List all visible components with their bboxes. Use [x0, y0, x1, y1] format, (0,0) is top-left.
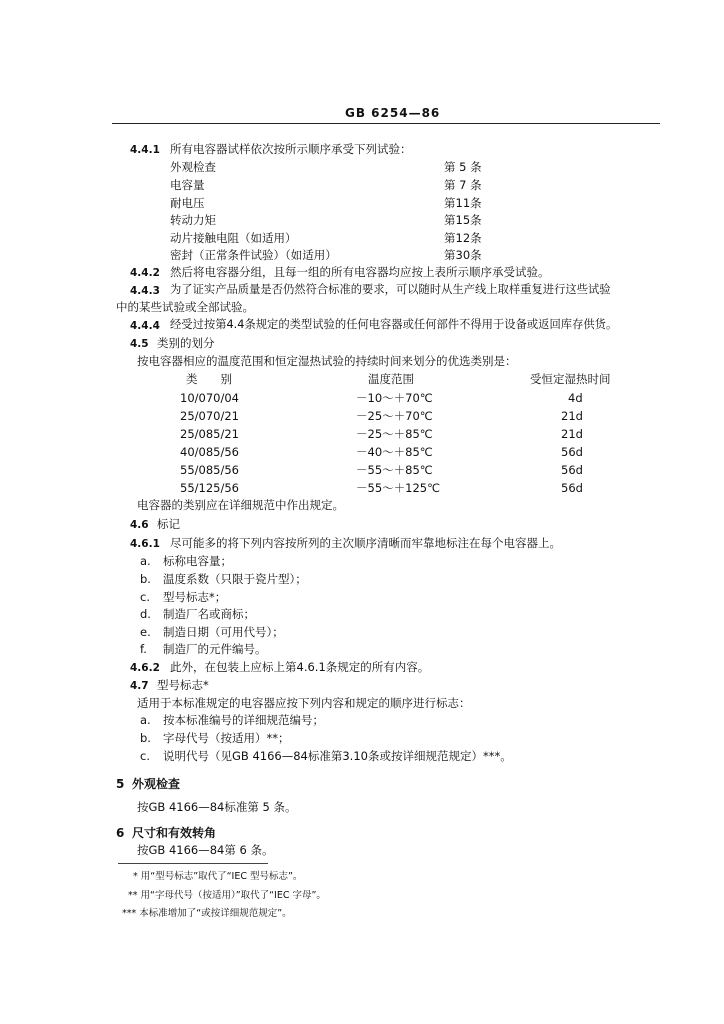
chapter-title: 尺寸和有效转角: [132, 826, 217, 840]
table-cell-duration: 56d: [561, 445, 583, 459]
clause-number: 4.4.1: [130, 144, 160, 156]
section-title: 标记: [157, 517, 180, 531]
section-number: 4.5: [130, 338, 149, 350]
clause-number: 4.4.4: [130, 320, 160, 332]
document-code: GB 6254—86: [345, 106, 441, 120]
section-title: 类别的划分: [157, 336, 215, 350]
table-cell-category: 25/085/21: [180, 427, 239, 441]
list-item: 按本标准编号的详细规范编号；: [163, 713, 324, 727]
table-cell-duration: 56d: [561, 481, 583, 495]
test-item-ref: 第11条: [444, 196, 482, 210]
test-item-name: 转动力矩: [170, 213, 216, 227]
table-cell-category: 25/070/21: [180, 409, 239, 423]
clause-text: 此外，在包装上应标上第4.6.1条规定的所有内容。: [170, 660, 430, 674]
clause-text: 为了证实产品质量是否仍然符合标准的要求，可以随时从生产线上取样重复进行这些试验: [170, 283, 611, 296]
test-item-name: 动片接触电阻（如适用）: [170, 231, 297, 245]
list-letter: c.: [140, 749, 150, 763]
list-letter: a.: [140, 713, 151, 727]
list-letter: d.: [140, 607, 151, 621]
clause-text: 经受过按第4.4条规定的类型试验的任何电容器或任何部件不得用于设备或返回库存供货。: [170, 318, 618, 331]
test-item-name: 电容量: [170, 178, 205, 192]
table-cell-temperature: －40～＋85℃: [356, 445, 433, 459]
chapter-number: 6: [116, 826, 125, 840]
clause-number: 4.4.3: [130, 285, 160, 297]
test-item-ref: 第 5 条: [444, 160, 482, 174]
table-header-temperature: 温度范围: [368, 372, 414, 386]
clause-number: 4.4.2: [130, 267, 160, 279]
footnote: * 用“型号标志”取代了“IEC 型号标志”。: [133, 871, 303, 882]
test-item-ref: 第12条: [444, 231, 482, 245]
list-item: 标称电容量；: [163, 554, 232, 568]
list-letter: b.: [140, 731, 151, 745]
table-cell-category: 55/085/56: [180, 463, 239, 477]
list-item: 制造厂的元件编号。: [163, 642, 267, 656]
list-item: 说明代号（见GB 4166—84标准第3.10条或按详细规范规定）***。: [163, 749, 512, 763]
test-item-name: 密封（正常条件试验）（如适用）: [170, 248, 337, 262]
table-header-category: 类 别: [186, 372, 232, 386]
test-item-name: 外观检查: [170, 160, 216, 174]
list-letter: f.: [140, 642, 147, 656]
header-rule: [112, 123, 660, 124]
section-intro: 按电容器相应的温度范围和恒定湿热试验的持续时间来划分的优选类别是：: [137, 354, 517, 368]
footnote-rule: [118, 863, 268, 864]
section-intro: 适用于本标准规定的电容器应按下列内容和规定的顺序进行标志：: [137, 696, 471, 710]
list-item: 制造厂名或商标；: [163, 607, 255, 621]
clause-text: 所有电容器试样依次按所示顺序承受下列试验：: [170, 142, 412, 156]
test-item-name: 耐电压: [170, 196, 205, 210]
section-number: 4.7: [130, 680, 149, 692]
table-cell-category: 10/070/04: [180, 391, 239, 405]
test-item-ref: 第30条: [444, 248, 482, 262]
list-item: 制造日期（可用代号）；: [163, 625, 284, 639]
table-cell-temperature: －55～＋85℃: [356, 463, 433, 477]
list-item: 字母代号（按适用）**；: [163, 731, 290, 745]
table-cell-duration: 56d: [561, 463, 583, 477]
list-item: 型号标志*；: [163, 590, 227, 604]
chapter-title: 外观检查: [132, 777, 181, 791]
table-cell-duration: 21d: [561, 409, 583, 423]
table-cell-category: 55/125/56: [180, 481, 239, 495]
table-header-humidity: 受恒定湿热时间: [530, 372, 611, 386]
clause-text: 尽可能多的将下列内容按所列的主次顺序清晰而牢靠地标注在每个电容器上。: [170, 536, 561, 550]
section-number: 4.6: [130, 519, 149, 531]
table-cell-temperature: －55～＋125℃: [356, 481, 440, 495]
chapter-number: 5: [116, 777, 125, 791]
list-letter: a.: [140, 554, 151, 568]
list-item: 温度系数（只限于瓷片型）；: [163, 572, 307, 586]
table-cell-temperature: －10～＋70℃: [356, 391, 433, 405]
table-cell-temperature: －25～＋70℃: [356, 409, 433, 423]
test-item-ref: 第15条: [444, 213, 482, 227]
clause-number: 4.6.1: [130, 538, 160, 550]
clause-text: 然后将电容器分组，且每一组的所有电容器均应按上表所示顺序承受试验。: [170, 265, 550, 279]
clause-text-continued: 中的某些试验或全部试验。: [116, 300, 254, 314]
test-item-ref: 第 7 条: [444, 178, 482, 192]
list-letter: c.: [140, 590, 150, 604]
table-cell-duration: 21d: [561, 427, 583, 441]
list-letter: b.: [140, 572, 151, 586]
footnote: ** 用“字母代号（按适用）”取代了“IEC 字母”。: [128, 890, 326, 901]
section-title: 型号标志*: [157, 678, 209, 692]
list-letter: e.: [140, 625, 151, 639]
table-cell-temperature: －25～＋85℃: [356, 427, 433, 441]
table-cell-category: 40/085/56: [180, 445, 239, 459]
clause-number: 4.6.2: [130, 662, 160, 674]
chapter-text: 按GB 4166—84第 6 条。: [137, 843, 274, 857]
chapter-text: 按GB 4166—84标准第 5 条。: [137, 800, 297, 814]
table-cell-duration: 4d: [568, 391, 583, 405]
section-note: 电容器的类别应在详细规范中作出规定。: [137, 498, 344, 512]
footnote: *** 本标准增加了“或按详细规范规定”。: [122, 908, 292, 919]
